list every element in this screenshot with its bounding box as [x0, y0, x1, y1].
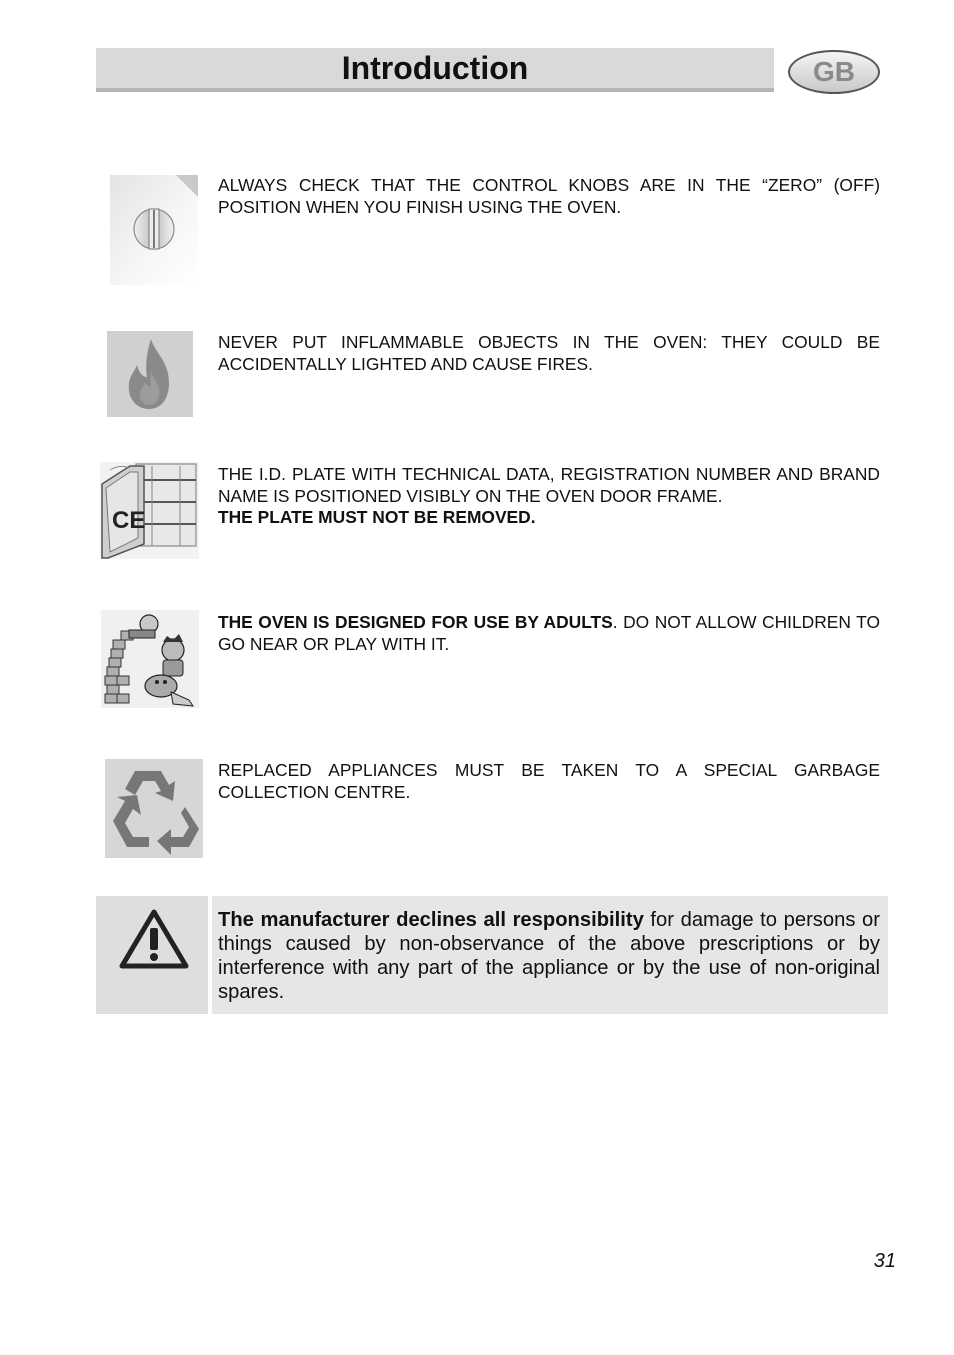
recycle-icon [105, 759, 203, 858]
disclaimer-lead: The manufacturer declines all responsibility [218, 909, 644, 931]
disclaimer-icon-panel [96, 896, 208, 1014]
disclaimer-text [218, 908, 880, 1004]
section-text [218, 612, 880, 655]
section-text [218, 175, 880, 218]
adult-use-statement: THE OVEN IS DESIGNED FOR USE BY ADULTS [218, 612, 613, 632]
id-plate-description: THE I.D. PLATE WITH TECHNICAL DATA, REGISTRATION NUMBER AND BRAND NAME IS POSITIONED VISIBLY ON THE OVEN DOOR FRAME. [218, 464, 880, 506]
id-plate-warning: THE PLATE MUST NOT BE REMOVED. [218, 507, 536, 528]
language-badge: GB [788, 50, 880, 94]
page-title: Introduction [341, 50, 529, 86]
svg-text:CE: CE [112, 507, 146, 534]
ce-plate-icon [100, 462, 199, 559]
flammable-warning: NEVER PUT INFLAMMABLE OBJECTS IN THE OVEN: THEY COULD BE ACCIDENTALLY LIGHTED AND CAUSE FIRES. [218, 332, 880, 374]
knob-instruction: ALWAYS CHECK THAT THE CONTROL KNOBS ARE IN THE “ZERO” (OFF) POSITION WHEN YOU FINISH USING THE OVEN. [218, 175, 880, 217]
knob-off-icon [110, 175, 198, 285]
children-icon [101, 610, 199, 708]
disclaimer-box [96, 896, 888, 1014]
section-text [218, 760, 880, 803]
recycling-instruction: REPLACED APPLIANCES MUST BE TAKEN TO A SPECIAL GARBAGE COLLECTION CENTRE. [218, 760, 880, 802]
section-text [218, 464, 880, 529]
page-header [96, 48, 774, 92]
disclaimer-text-panel [212, 896, 888, 1014]
flame-icon [107, 331, 193, 417]
section-text [218, 332, 880, 375]
children-warning: . DO NOT ALLOW CHILDREN TO GO NEAR OR PLAY WITH IT. [218, 612, 880, 654]
warning-triangle-icon [118, 908, 190, 972]
page-number: 31 [873, 1250, 896, 1272]
disclaimer-body: for damage to persons or things caused by non-observance of the above prescriptions or by interference with any part of the appliance or by the use of non-original spares. [218, 909, 880, 1003]
